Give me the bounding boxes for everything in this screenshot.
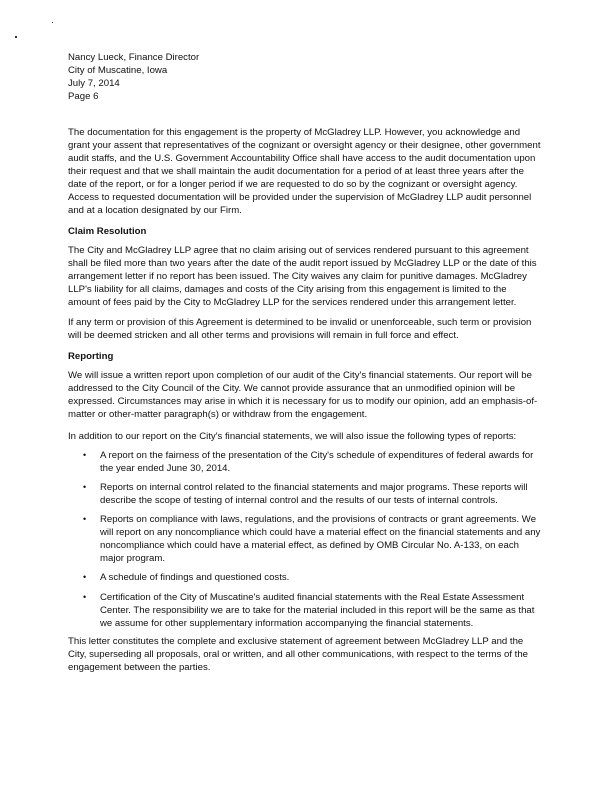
page-number: Page 6	[68, 91, 99, 102]
text-line: date of the report, or for a longer period if we are requested to do so by the cognizant or oversight agency.	[68, 179, 518, 190]
text-line: Reports on compliance with laws, regulations, and the provisions of contracts or grant agreements. We	[100, 514, 537, 525]
text-line: We will issue a written report upon completion of our audit of the City's financial statements. Our report will be	[68, 370, 532, 381]
section-heading	[68, 225, 146, 238]
bullet-item	[100, 513, 540, 565]
text-line: Reports on internal control related to the financial statements and major programs. These reports will	[100, 482, 528, 493]
text-line: amount of fees paid by the City to McGladrey LLP for the services rendered under this arrangement letter.	[68, 297, 517, 308]
text-line: matter or other-matter paragraph(s) or withdraw from the engagement.	[68, 409, 368, 420]
text-line: The City and McGladrey LLP agree that no claim arising out of services rendered pursuant to this agreement	[68, 245, 529, 256]
paragraph	[68, 430, 516, 443]
text-line: will be deemed stricken and all other terms and provisions will remain in full force and effect.	[68, 330, 459, 341]
text-line: noncompliance which could have a material effect, as defined by OMB Circular No. A-133, on each	[100, 540, 519, 551]
text-line: expressed. Circumstances may arise in which it is necessary for us to modify our opinion, add an emphasis-of-	[68, 396, 538, 407]
text-line: Reporting	[68, 351, 114, 362]
text-line: City, superseding all proposals, oral or written, and all other communications, with respect to the terms of the	[68, 649, 529, 660]
text-line: In addition to our report on the City's financial statements, we will also issue the following types of reports:	[68, 431, 517, 442]
text-line: describe the scope of testing of internal control and the results of our tests of internal controls.	[100, 495, 498, 506]
paragraph	[68, 126, 541, 217]
section-heading	[68, 350, 113, 363]
letter-date: July 7, 2014	[68, 78, 120, 89]
text-line: Center. The responsibility we are to take for the material included in this report will be the same as that	[100, 605, 535, 616]
text-line: Access to requested documentation will be provided under the supervision of McGladrey LLP audit personnel	[68, 192, 532, 203]
text-line: and at a location designated by our Firm.	[68, 205, 242, 216]
text-line: arrangement letter if no report has been issued. The City waives any claim for punitive damages. McGladrey	[68, 271, 527, 282]
text-line: Certification of the City of Muscatine's audited financial statements with the Real Estate Assessment	[100, 592, 525, 603]
paragraph	[68, 316, 531, 342]
text-line: grant your assent that representatives of the cognizant or oversight agency or their designee, other government	[68, 140, 541, 151]
bullet-icon: •	[83, 592, 87, 602]
letter-header	[68, 51, 199, 103]
bullet-icon: •	[83, 514, 87, 524]
bullet-item	[100, 449, 533, 475]
text-line: The documentation for this engagement is the property of McGladrey LLP. However, you acknowledge and	[68, 127, 521, 138]
text-line: we assume for other supplementary information accompanying the financial statements.	[100, 618, 474, 629]
text-line: This letter constitutes the complete and exclusive statement of agreement between McGladrey LLP and the	[68, 636, 524, 647]
text-line: A schedule of findings and questioned costs.	[100, 572, 290, 583]
recipient-organization: City of Muscatine, Iowa	[68, 65, 168, 76]
recipient-name: Nancy Lueck, Finance Director	[68, 52, 200, 63]
paragraph	[68, 369, 537, 421]
text-line: LLP's liability for all claims, damages and costs of the City arising from this engagement is limited to the	[68, 284, 507, 295]
text-line: Claim Resolution	[68, 226, 147, 237]
bullet-item	[100, 571, 289, 584]
text-line: If any term or provision of this Agreement is determined to be invalid or unenforceable, such term or provision	[68, 317, 532, 328]
paragraph	[68, 244, 537, 309]
scan-speck	[15, 36, 17, 38]
text-line: audit staffs, and the U.S. Government Accountability Office shall have access to the audit documentation upon	[68, 153, 536, 164]
scan-speck	[52, 22, 53, 23]
text-line: major program.	[100, 553, 166, 564]
bullet-item	[100, 591, 534, 630]
text-line: addressed to the City Council of the City. We cannot provide assurance that an unmodified opinion will be	[68, 383, 516, 394]
text-line: their request and that we shall maintain the audit documentation for a period of at least three years after the	[68, 166, 524, 177]
text-line: the year ended June 30, 2014.	[100, 463, 231, 474]
text-line: shall be filed more than two years after the date of the audit report issued by McGladrey LLP or the date of this	[68, 258, 537, 269]
text-line: engagement between the parties.	[68, 662, 211, 673]
bullet-icon: •	[83, 482, 87, 492]
bullet-icon: •	[83, 450, 87, 460]
paragraph	[68, 635, 528, 674]
bullet-icon: •	[83, 572, 87, 582]
text-line: will report on any noncompliance which could have a material effect on the financial statements and any	[100, 527, 541, 538]
bullet-item	[100, 481, 528, 507]
text-line: A report on the fairness of the presentation of the City's schedule of expenditures of federal awards for	[100, 450, 534, 461]
